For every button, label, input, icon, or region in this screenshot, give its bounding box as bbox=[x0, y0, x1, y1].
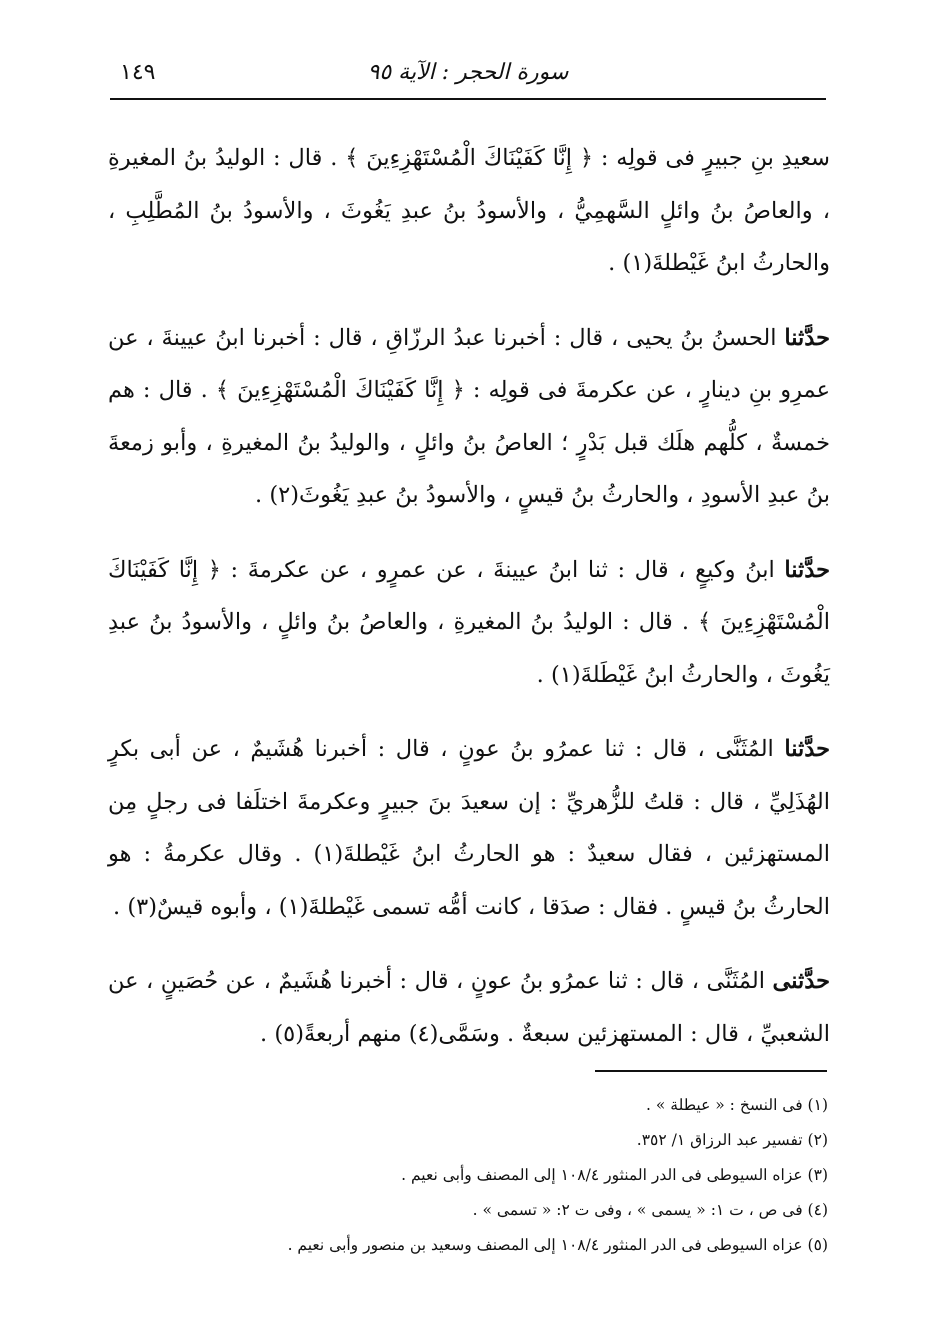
footnote: (٤) فى ص ، ت ١: « يسمى » ، وفى ت ٢: « تسمى » . bbox=[472, 1201, 828, 1219]
page-header bbox=[110, 58, 826, 100]
footnotes bbox=[108, 1088, 828, 1263]
paragraph-text: سعيدِ بنِ جبيرٍ فى قولِه : ﴿ إِنَّا كَفَيْنَاكَ الْمُسْتَهْزِءِينَ ﴾ . قال : الوليدُ بنُ المغيرةِ ، والعاصُ بنُ وائلٍ السَّهمِيُّ ، والأسودُ بنُ عبدِ يَغُوثَ ، والأسودُ بنُ المُطَّلِبِ ، والحارثُ ابنُ غَيْطلةَ(١) . bbox=[108, 145, 830, 276]
paragraph bbox=[108, 312, 830, 522]
footnote: (١) فى النسخ : « عيطلة » . bbox=[646, 1096, 828, 1114]
paragraph-text: المُثَنَّى ، قال : ثنا عمرُو بنُ عونٍ ، قال : أخبرنا هُشَيمٌ ، عن حُصَينٍ ، عن الشعبيِّ ، قال : المستهزئين سبعةٌ . وسَمَّى(٤) منهم أربعةً(٥) . bbox=[108, 968, 830, 1047]
footnote-separator bbox=[595, 1070, 827, 1072]
page-number: ١٤٩ bbox=[120, 60, 156, 85]
paragraph-lead: حدَّثنا bbox=[784, 736, 830, 762]
paragraph bbox=[108, 955, 830, 1060]
paragraph-lead: حدَّثنى bbox=[772, 968, 830, 994]
paragraph-lead: حدَّثنا bbox=[784, 556, 830, 583]
paragraph-text: ابنُ وكيعٍ ، قال : ثنا ابنُ عيينةَ ، عن عمرٍو ، عن عكرمةَ : ﴿ إِنَّا كَفَيْنَاكَ الْمُسْتَهْزِءِينَ ﴾ . قال : الوليدُ بنُ المغيرةِ ، والعاصُ بنُ وائلٍ ، والأسودُ بنُ عبدِ يَغُوثَ ، والحارثُ ابنُ غَيْطَلةَ(١) . bbox=[108, 556, 830, 688]
paragraph bbox=[108, 723, 830, 933]
paragraph-lead: حدَّثنا bbox=[784, 324, 830, 351]
paragraph-text: الحسنُ بنُ يحيى ، قال : أخبرنا عبدُ الرزّاقِ ، قال : أخبرنا ابنُ عيينةَ ، عن عمرِو بنِ دينارٍ ، عن عكرمةَ فى قولِه : ﴿ إِنَّا كَفَيْنَاكَ الْمُسْتَهْزِءِينَ ﴾ . قال : هم خمسةٌ ، كلُّهم هلَك قبل بَدْرٍ ؛ العاصُ بنُ وائلٍ ، والوليدُ بنُ المغيرةِ ، وأبو زمعةَ بنُ عبدِ الأسودِ ، والحارثُ بنُ قيسٍ ، والأسودُ بنُ عبدِ يَغُوثَ(٢) . bbox=[108, 324, 830, 508]
running-title: سورة الحجر : الآية ٩٥ bbox=[367, 60, 569, 85]
main-text bbox=[108, 132, 830, 1082]
footnote: (٥) عزاه السيوطى فى الدر المنثور ١٠٨/٤ إلى المصنف وسعيد بن منصور وأبى نعيم . bbox=[287, 1236, 828, 1254]
paragraph bbox=[108, 544, 830, 702]
paragraph-text: المُثَنَّى ، قال : ثنا عمرُو بنُ عونٍ ، قال : أخبرنا هُشَيمٌ ، عن أبى بكرٍ الهُذَلِيِّ ، قال : قلتُ للزُّهريِّ : إن سعيدَ بنَ جبيرٍ وعكرمةَ اختلَفا فى رجلٍ مِن المستهزئين ، فقال سعيدٌ : هو الحارثُ ابنُ غَيْطلةَ(١) . وقال عكرمةُ : هو الحارثُ بنُ قيسٍ . فقال : صدَقا ، كانت أمُّه تسمى غَيْطلةَ(١) ، وأبوه قيسٌ(٣) . bbox=[108, 736, 830, 920]
footnote: (٣) عزاه السيوطى فى الدر المنثور ١٠٨/٤ إلى المصنف وأبى نعيم . bbox=[401, 1166, 828, 1184]
paragraph bbox=[108, 132, 830, 290]
footnote: (٢) تفسير عبد الرزاق ١/ ٣٥٢. bbox=[636, 1131, 828, 1149]
